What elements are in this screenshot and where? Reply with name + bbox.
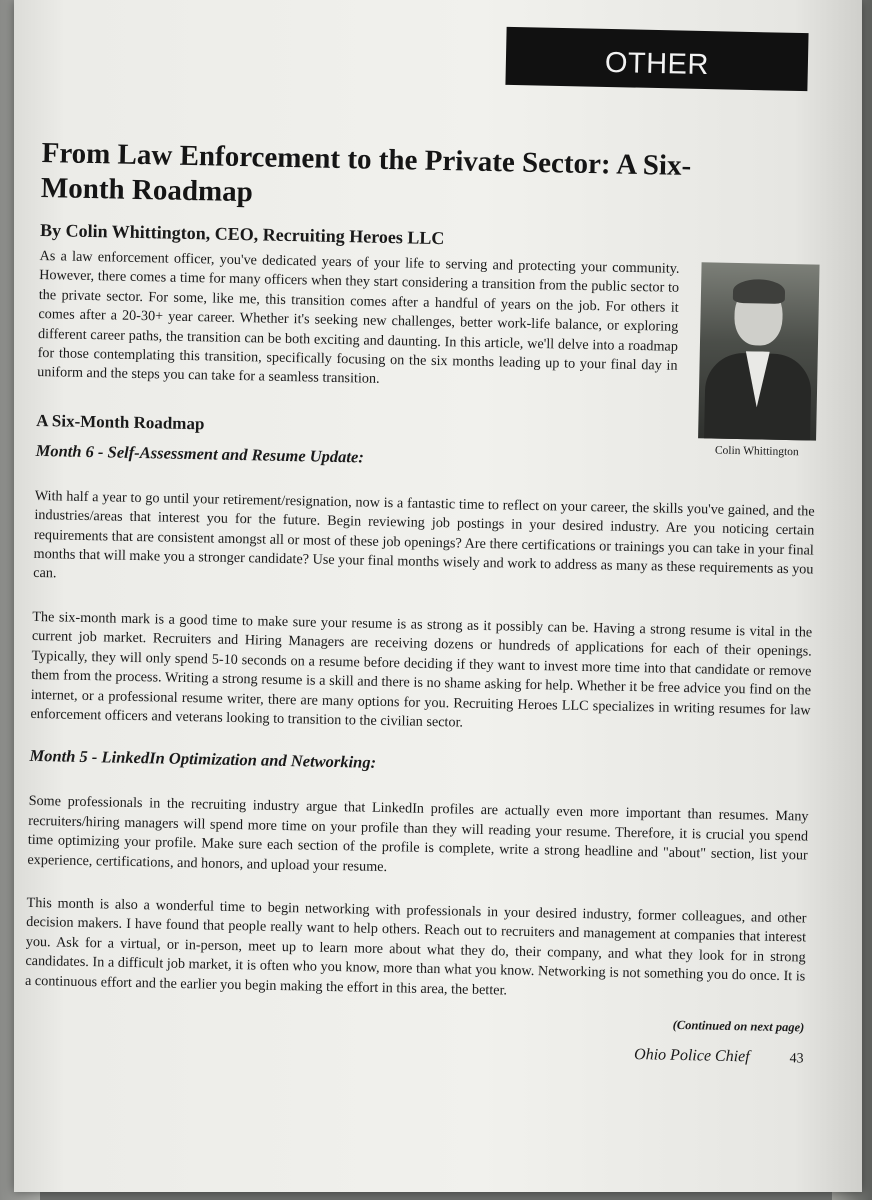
month6-heading: Month 6 - Self-Assessment and Resume Update: [35,440,365,467]
page-footer [24,1034,804,1068]
month6-paragraph-1: With half a year to go until your retirement/resignation, now is a fantastic time to reflect on your career, the skills you've gained, and the industries/areas that interest you for the future. Begin reviewing job postings in your desired industry. Are you noticing certain requirements that are consistent amongst all or most of these job openings? Are there certifications or trainings you can take in your final months that will make you a stronger candidate? Use your final months wisely and work to address as many as these requirements as you can. [33,487,815,582]
photo-caption: Colin Whittington [714,444,799,459]
month5-paragraph-2: This month is also a wonderful time to begin networking with professionals in your desired industry, former colleagues, and other decision makers. I have found that people really want to help others. Reach out to recruiters and management at companies that interest you. Ask for a virtual, or in-person, meet up to learn more about what they do, their company, and what they look for in strong candidates. In a difficult job market, it is often who you know, more than what you know. Networking is not something you do once. It is a continuous effort and the earlier you begin making the effort in this area, the better. [24,894,807,999]
continued-note: (Continued on next page) [672,1017,805,1035]
section-label: OTHER [604,46,710,82]
month5-heading: Month 5 - LinkedIn Optimization and Networking: [29,746,377,773]
byline: By Colin Whittington, CEO, Recruiting Heroes LLC [39,219,445,249]
intro-paragraph: As a law enforcement officer, you've dedicated years of your life to serving and protecting your community. However, there comes a time for many officers when they start considering a transition from the public sector to the private sector. For some, like me, this transition comes after a handful of years on the job. For others it comes after a 20-30+ year career. Whether it's seeking new challenges, better work-life balance, or exploring different career paths, the transition can be both exciting and daunting. In this article, we'll delve into a roadmap for those contemplating this transition, specifically focusing on the six months leading up to your final day in uniform and the steps you can take for a seamless transition. [37,247,680,388]
month6-paragraph-2: The six-month mark is a good time to make sure your resume is as strong as it possibly can be. Having a strong resume is vital in the current job market. Recruiters and Hiring Managers are receiving dozens or hundreds of applications for each of their openings. Typically, they will only spend 5-10 seconds on a resume before deciding if they want to invest more time into that candidate or remove them from the process. Writing a strong resume is a skill and there is no shame asking for help. Whether it be free advice you find on the internet, or a professional resume writer, there are many options for you. Recruiting Heroes LLC specializes in writing resumes for law enforcement officers and veterans looking to transition to the civilian sector. [30,608,813,731]
month5-paragraph-1: Some professionals in the recruiting industry argue that LinkedIn profiles are actually even more important than resumes. Many recruiters/hiring managers will spend more time on your profile than they will reading your resume. Therefore, it is crucial you spend time optimizing your profile. Make sure each section of the profile is complete, write a strong headline and "about" section, list your experience, certifications, and honors, and upload your resume. [27,793,809,875]
roadmap-heading: A Six-Month Roadmap [36,410,205,434]
page-number: 43 [789,1051,804,1067]
article [24,136,822,1067]
author-photo [698,262,820,440]
magazine-page [14,0,862,1192]
publication-name: Ohio Police Chief [633,1046,750,1066]
article-title: From Law Enforcement to the Private Sector: A Six-Month Roadmap [40,136,692,209]
section-tab [505,27,808,91]
